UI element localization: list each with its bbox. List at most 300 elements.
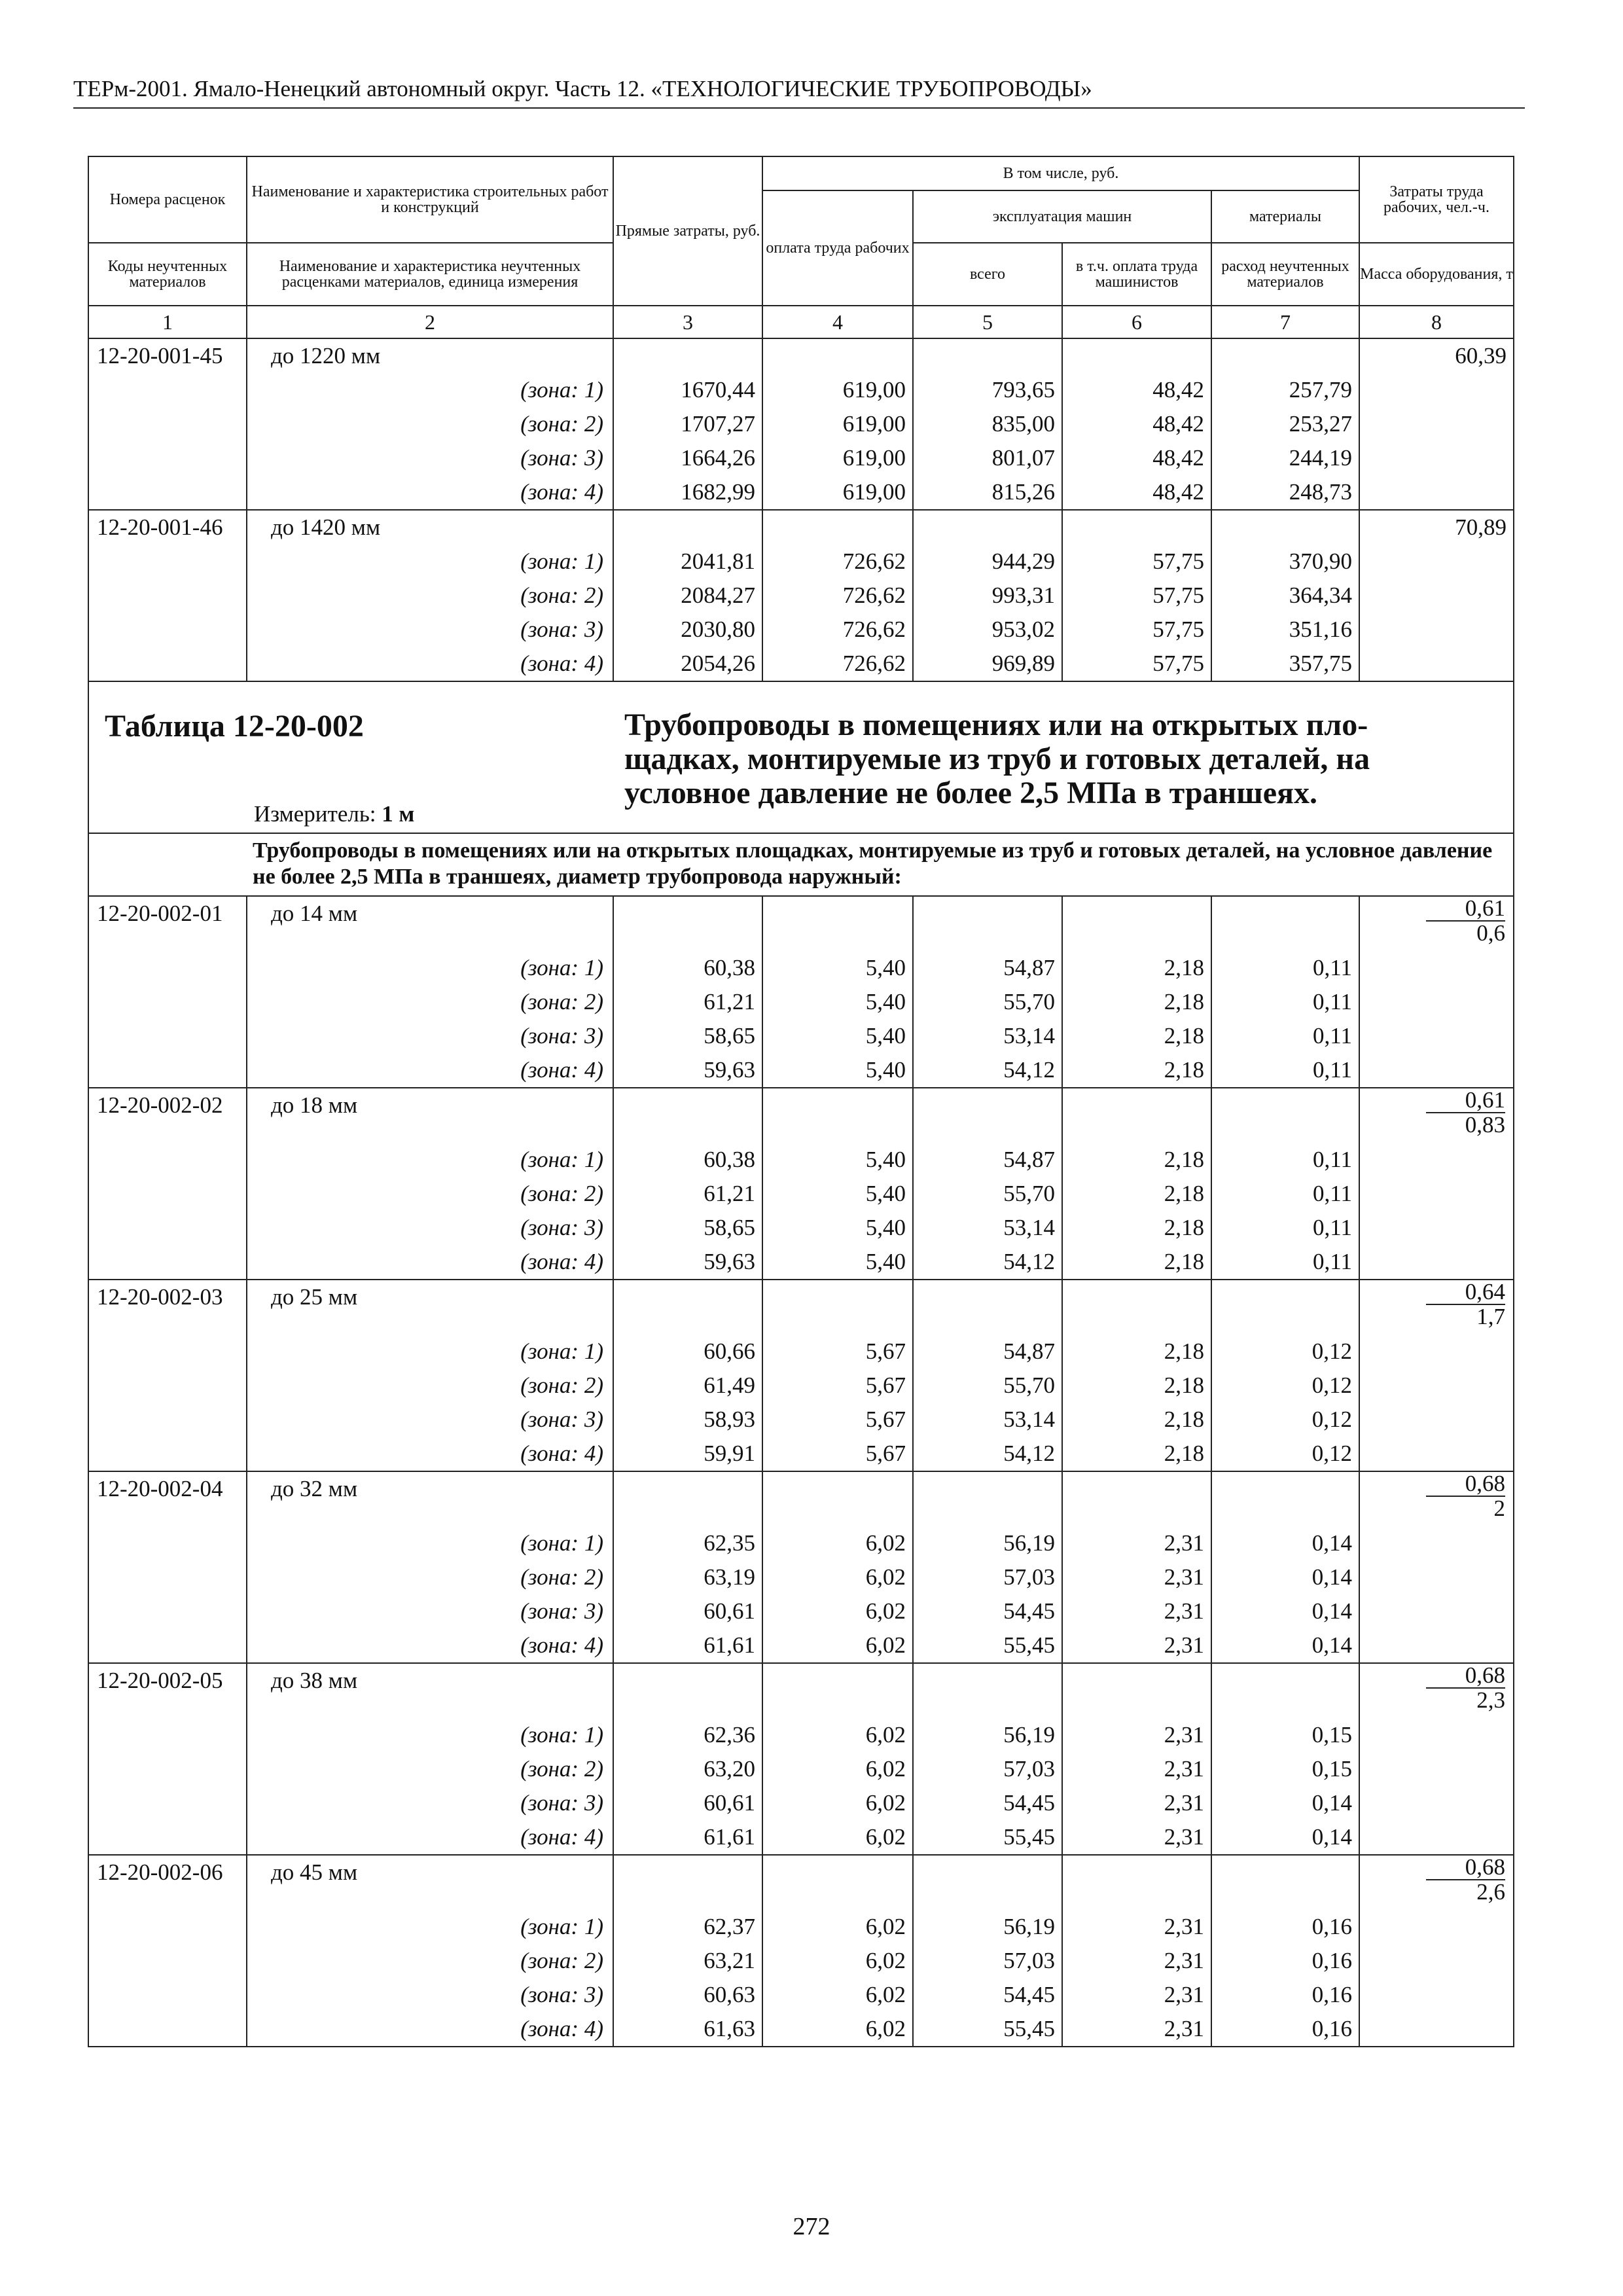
cost-value: 0,14 — [1211, 1628, 1359, 1663]
cost-value: 6,02 — [762, 1718, 913, 1752]
cost-value: 5,40 — [762, 1211, 913, 1245]
cost-value: 60,38 — [613, 951, 762, 985]
cost-value: 6,02 — [762, 1526, 913, 1560]
cost-value: 58,93 — [613, 1403, 762, 1437]
empty-cell — [913, 1471, 1062, 1526]
column-number: 1 — [88, 306, 247, 338]
cost-value: 2,31 — [1062, 1628, 1211, 1663]
zone-label: (зона: 3) — [247, 1211, 613, 1245]
cost-value: 56,19 — [913, 1718, 1062, 1752]
cost-value: 54,87 — [913, 1335, 1062, 1369]
empty-cell — [1359, 373, 1514, 407]
empty-cell — [1211, 1280, 1359, 1335]
cost-value: 5,40 — [762, 1053, 913, 1088]
empty-cell — [1359, 951, 1514, 985]
zone-row — [88, 1944, 1514, 1978]
zone-label: (зона: 4) — [247, 2012, 613, 2047]
empty-cell — [913, 1088, 1062, 1143]
zone-label: (зона: 1) — [247, 1526, 613, 1560]
empty-cell — [88, 1820, 247, 1855]
cost-value: 0,11 — [1211, 985, 1359, 1019]
labor-cost-cell: 70,89 — [1359, 510, 1514, 545]
column-number: 5 — [913, 306, 1062, 338]
cost-value: 61,49 — [613, 1369, 762, 1403]
cost-value: 726,62 — [762, 579, 913, 613]
empty-cell — [1359, 1437, 1514, 1471]
cost-value: 2,31 — [1062, 1594, 1211, 1628]
cost-value: 2,18 — [1062, 985, 1211, 1019]
empty-cell — [1062, 338, 1211, 373]
zone-label: (зона: 4) — [247, 1820, 613, 1855]
cost-value: 993,31 — [913, 579, 1062, 613]
cost-value: 57,03 — [913, 1560, 1062, 1594]
empty-cell — [1359, 647, 1514, 681]
empty-cell — [762, 510, 913, 545]
cost-value: 57,03 — [913, 1944, 1062, 1978]
rate-name: до 1220 мм — [247, 338, 613, 373]
column-number: 2 — [247, 306, 613, 338]
cost-value: 6,02 — [762, 1752, 913, 1786]
empty-cell — [762, 1088, 913, 1143]
empty-cell — [1359, 1245, 1514, 1280]
cost-value: 2,18 — [1062, 1335, 1211, 1369]
empty-cell — [88, 373, 247, 407]
cost-value: 726,62 — [762, 613, 913, 647]
labor-cost-cell — [1359, 1280, 1514, 1335]
cost-value: 5,67 — [762, 1403, 913, 1437]
cost-value: 48,42 — [1062, 475, 1211, 510]
empty-cell — [88, 2012, 247, 2047]
cost-value: 2041,81 — [613, 545, 762, 579]
zone-label: (зона: 2) — [247, 407, 613, 441]
column-number: 6 — [1062, 306, 1211, 338]
zone-row — [88, 1628, 1514, 1663]
empty-cell — [613, 896, 762, 951]
cost-value: 0,16 — [1211, 1978, 1359, 2012]
zone-row — [88, 1143, 1514, 1177]
cost-value: 5,40 — [762, 1177, 913, 1211]
zone-row — [88, 475, 1514, 510]
equipment-mass-value: 2,6 — [1476, 1879, 1505, 1905]
empty-cell — [1062, 1088, 1211, 1143]
cost-value: 61,21 — [613, 1177, 762, 1211]
cost-value: 48,42 — [1062, 373, 1211, 407]
zone-row — [88, 1594, 1514, 1628]
cost-value: 60,66 — [613, 1335, 762, 1369]
col-rate-number-header: Номера расценок — [88, 156, 247, 243]
zone-row — [88, 1369, 1514, 1403]
empty-cell — [88, 1978, 247, 2012]
cost-value: 2,31 — [1062, 1786, 1211, 1820]
cost-value: 0,16 — [1211, 2012, 1359, 2047]
empty-cell — [1359, 1786, 1514, 1820]
empty-cell — [1359, 1403, 1514, 1437]
zone-row — [88, 613, 1514, 647]
cost-value: 5,67 — [762, 1335, 913, 1369]
empty-cell — [1359, 579, 1514, 613]
empty-cell — [1211, 510, 1359, 545]
cost-value: 5,67 — [762, 1369, 913, 1403]
cost-value: 53,14 — [913, 1019, 1062, 1053]
zone-label: (зона: 3) — [247, 1403, 613, 1437]
empty-cell — [1359, 1143, 1514, 1177]
cost-value: 6,02 — [762, 1594, 913, 1628]
cost-value: 1682,99 — [613, 475, 762, 510]
rate-header-row — [88, 1855, 1514, 1910]
cost-value: 56,19 — [913, 1526, 1062, 1560]
cost-value: 2,31 — [1062, 1910, 1211, 1944]
zone-row — [88, 1177, 1514, 1211]
cost-value: 0,16 — [1211, 1910, 1359, 1944]
cost-value: 0,12 — [1211, 1403, 1359, 1437]
running-header: ТЕРм-2001. Ямало-Ненецкий автономный округ. Часть 12. «ТЕХНОЛОГИЧЕСКИЕ ТРУБОПРОВОДЫ» — [73, 73, 1525, 109]
labor-cost-cell: 60,39 — [1359, 338, 1514, 373]
cost-value: 0,14 — [1211, 1820, 1359, 1855]
cost-value: 60,61 — [613, 1594, 762, 1628]
rate-code: 12-20-002-01 — [88, 896, 247, 951]
col-direct-costs-header: Прямые затраты, руб. — [613, 156, 762, 306]
cost-value: 48,42 — [1062, 407, 1211, 441]
cost-value: 0,12 — [1211, 1437, 1359, 1471]
rate-header-row — [88, 896, 1514, 951]
zone-label: (зона: 4) — [247, 1053, 613, 1088]
cost-value: 5,67 — [762, 1437, 913, 1471]
zone-row — [88, 579, 1514, 613]
empty-cell — [1359, 2012, 1514, 2047]
empty-cell — [88, 441, 247, 475]
empty-cell — [88, 1526, 247, 1560]
cost-value: 63,21 — [613, 1944, 762, 1978]
zone-label: (зона: 2) — [247, 579, 613, 613]
empty-cell — [762, 338, 913, 373]
empty-cell — [613, 510, 762, 545]
cost-value: 364,34 — [1211, 579, 1359, 613]
cost-value: 6,02 — [762, 1978, 913, 2012]
cost-value: 619,00 — [762, 475, 913, 510]
zone-row — [88, 1752, 1514, 1786]
estimate-table — [88, 156, 1514, 2047]
empty-cell — [1359, 1594, 1514, 1628]
cost-value: 2,18 — [1062, 1245, 1211, 1280]
col-materials-header: материалы — [1211, 190, 1359, 243]
cost-value: 59,91 — [613, 1437, 762, 1471]
cost-value: 793,65 — [913, 373, 1062, 407]
cost-value: 2,31 — [1062, 2012, 1211, 2047]
empty-cell — [762, 1280, 913, 1335]
empty-cell — [613, 1663, 762, 1718]
cost-value: 57,75 — [1062, 647, 1211, 681]
cost-value: 2030,80 — [613, 613, 762, 647]
cost-value: 619,00 — [762, 407, 913, 441]
empty-cell — [88, 985, 247, 1019]
zone-label: (зона: 3) — [247, 1786, 613, 1820]
empty-cell — [88, 1369, 247, 1403]
zone-row — [88, 1019, 1514, 1053]
cost-value: 61,63 — [613, 2012, 762, 2047]
empty-cell — [913, 1663, 1062, 1718]
cost-value: 726,62 — [762, 647, 913, 681]
top-rates-body — [88, 338, 1514, 681]
cost-value: 0,11 — [1211, 951, 1359, 985]
unit-label: Измеритель: — [254, 801, 376, 827]
cost-value: 619,00 — [762, 373, 913, 407]
rate-header-row — [88, 510, 1514, 545]
cost-value: 55,45 — [913, 1628, 1062, 1663]
cost-value: 2,31 — [1062, 1944, 1211, 1978]
cost-value: 2,18 — [1062, 1143, 1211, 1177]
rate-code: 12-20-001-45 — [88, 338, 247, 373]
cost-value: 5,40 — [762, 1245, 913, 1280]
rate-name: до 38 мм — [247, 1663, 613, 1718]
table-title-block — [88, 681, 1514, 896]
cost-value: 248,73 — [1211, 475, 1359, 510]
zone-label: (зона: 4) — [247, 647, 613, 681]
empty-cell — [88, 1594, 247, 1628]
zone-label: (зона: 3) — [247, 1019, 613, 1053]
empty-cell — [613, 1088, 762, 1143]
labor-cost-value: 0,68 — [1426, 1664, 1505, 1689]
cost-value: 60,63 — [613, 1978, 762, 2012]
zone-label: (зона: 1) — [247, 1718, 613, 1752]
empty-cell — [1211, 896, 1359, 951]
col-work-name-header: Наименование и характеристика строительных работ и конструкций — [247, 156, 613, 243]
cost-value: 2,31 — [1062, 1752, 1211, 1786]
empty-cell — [913, 510, 1062, 545]
col-machines-header: эксплуатация машин — [913, 190, 1211, 243]
empty-cell — [913, 896, 1062, 951]
equipment-mass-value: 1,7 — [1476, 1304, 1505, 1329]
empty-cell — [88, 647, 247, 681]
cost-value: 2,18 — [1062, 1019, 1211, 1053]
col-equipment-mass-header: Масса оборудования, т — [1359, 243, 1514, 306]
cost-value: 351,16 — [1211, 613, 1359, 647]
cost-value: 61,21 — [613, 985, 762, 1019]
cost-value: 61,61 — [613, 1820, 762, 1855]
rate-header-row — [88, 1280, 1514, 1335]
zone-row — [88, 1526, 1514, 1560]
zone-row — [88, 985, 1514, 1019]
empty-cell — [1359, 985, 1514, 1019]
cost-value: 55,45 — [913, 1820, 1062, 1855]
rate-code: 12-20-002-05 — [88, 1663, 247, 1718]
zone-label: (зона: 1) — [247, 1143, 613, 1177]
cost-value: 6,02 — [762, 1560, 913, 1594]
rate-header-row — [88, 1088, 1514, 1143]
labor-cost-cell — [1359, 1088, 1514, 1143]
zone-label: (зона: 3) — [247, 441, 613, 475]
zone-label: (зона: 2) — [247, 1560, 613, 1594]
empty-cell — [1359, 1978, 1514, 2012]
cost-value: 56,19 — [913, 1910, 1062, 1944]
cost-value: 54,45 — [913, 1786, 1062, 1820]
rate-name: до 18 мм — [247, 1088, 613, 1143]
cost-value: 6,02 — [762, 1944, 913, 1978]
empty-cell — [88, 1628, 247, 1663]
table-title: Таблица 12-20-002 — [105, 709, 364, 744]
empty-cell — [762, 1855, 913, 1910]
cost-value: 54,12 — [913, 1437, 1062, 1471]
zone-label: (зона: 1) — [247, 1910, 613, 1944]
cost-value: 257,79 — [1211, 373, 1359, 407]
empty-cell — [1359, 1211, 1514, 1245]
empty-cell — [1359, 1718, 1514, 1752]
col-including-header: В том числе, руб. — [762, 156, 1359, 190]
empty-cell — [1211, 1471, 1359, 1526]
empty-cell — [88, 1053, 247, 1088]
zone-label: (зона: 3) — [247, 613, 613, 647]
zone-label: (зона: 1) — [247, 1335, 613, 1369]
cost-value: 0,11 — [1211, 1245, 1359, 1280]
cost-value: 54,45 — [913, 1978, 1062, 2012]
empty-cell — [1062, 1280, 1211, 1335]
cost-value: 55,45 — [913, 2012, 1062, 2047]
zone-label: (зона: 4) — [247, 475, 613, 510]
zone-label: (зона: 4) — [247, 1245, 613, 1280]
zone-row — [88, 1245, 1514, 1280]
cost-value: 1707,27 — [613, 407, 762, 441]
cost-value: 0,14 — [1211, 1594, 1359, 1628]
empty-cell — [88, 1177, 247, 1211]
cost-value: 53,14 — [913, 1403, 1062, 1437]
empty-cell — [88, 579, 247, 613]
empty-cell — [1359, 1752, 1514, 1786]
empty-cell — [88, 1143, 247, 1177]
col-machinists-pay-header: в т.ч. оплата труда машинистов — [1062, 243, 1211, 306]
col-material-names-header: Наименование и характеристика неучтенных расценками материалов, единица измерения — [247, 243, 613, 306]
col-materials-use-header: расход неучтенных материалов — [1211, 243, 1359, 306]
cost-value: 54,87 — [913, 1143, 1062, 1177]
cost-value: 969,89 — [913, 647, 1062, 681]
cost-value: 2,18 — [1062, 1211, 1211, 1245]
zone-row — [88, 1786, 1514, 1820]
empty-cell — [1359, 1944, 1514, 1978]
empty-cell — [88, 1437, 247, 1471]
cost-value: 0,14 — [1211, 1786, 1359, 1820]
cost-value: 2,18 — [1062, 1403, 1211, 1437]
cost-value: 57,75 — [1062, 579, 1211, 613]
empty-cell — [1359, 1628, 1514, 1663]
cost-value: 54,12 — [913, 1053, 1062, 1088]
zone-row — [88, 647, 1514, 681]
zone-label: (зона: 2) — [247, 1944, 613, 1978]
cost-value: 253,27 — [1211, 407, 1359, 441]
rate-code: 12-20-002-02 — [88, 1088, 247, 1143]
cost-value: 835,00 — [913, 407, 1062, 441]
empty-cell — [88, 1211, 247, 1245]
cost-value: 60,61 — [613, 1786, 762, 1820]
cost-value: 63,20 — [613, 1752, 762, 1786]
zone-label: (зона: 1) — [247, 373, 613, 407]
empty-cell — [88, 1335, 247, 1369]
rate-header-row — [88, 1471, 1514, 1526]
cost-value: 357,75 — [1211, 647, 1359, 681]
cost-value: 244,19 — [1211, 441, 1359, 475]
empty-cell — [1359, 1560, 1514, 1594]
equipment-mass-value: 0,6 — [1476, 920, 1505, 946]
empty-cell — [613, 1280, 762, 1335]
cost-value: 6,02 — [762, 1628, 913, 1663]
zone-label: (зона: 4) — [247, 1437, 613, 1471]
cost-value: 0,15 — [1211, 1752, 1359, 1786]
cost-value: 60,38 — [613, 1143, 762, 1177]
empty-cell — [762, 1663, 913, 1718]
cost-value: 0,14 — [1211, 1526, 1359, 1560]
zone-row — [88, 2012, 1514, 2047]
labor-cost-cell — [1359, 1471, 1514, 1526]
cost-value: 1670,44 — [613, 373, 762, 407]
cost-value: 5,40 — [762, 1019, 913, 1053]
empty-cell — [1211, 338, 1359, 373]
cost-value: 5,40 — [762, 951, 913, 985]
cost-value: 54,12 — [913, 1245, 1062, 1280]
empty-cell — [1359, 545, 1514, 579]
cost-value: 0,15 — [1211, 1718, 1359, 1752]
empty-cell — [88, 1910, 247, 1944]
cost-value: 0,14 — [1211, 1560, 1359, 1594]
rate-name: до 45 мм — [247, 1855, 613, 1910]
equipment-mass-value: 2,3 — [1476, 1687, 1505, 1713]
zone-row — [88, 951, 1514, 985]
rate-code: 12-20-002-03 — [88, 1280, 247, 1335]
empty-cell — [88, 1560, 247, 1594]
cost-value: 58,65 — [613, 1211, 762, 1245]
empty-cell — [1359, 1820, 1514, 1855]
zone-row — [88, 441, 1514, 475]
empty-cell — [913, 1855, 1062, 1910]
cost-value: 726,62 — [762, 545, 913, 579]
empty-cell — [1359, 1910, 1514, 1944]
empty-cell — [762, 1471, 913, 1526]
zone-label: (зона: 3) — [247, 1594, 613, 1628]
empty-cell — [1211, 1088, 1359, 1143]
labor-cost-value: 0,64 — [1426, 1280, 1505, 1305]
empty-cell — [1211, 1663, 1359, 1718]
cost-value: 2,31 — [1062, 1526, 1211, 1560]
zone-row — [88, 1211, 1514, 1245]
cost-value: 801,07 — [913, 441, 1062, 475]
cost-value: 59,63 — [613, 1245, 762, 1280]
cost-value: 0,11 — [1211, 1053, 1359, 1088]
cost-value: 55,70 — [913, 985, 1062, 1019]
empty-cell — [613, 338, 762, 373]
cost-value: 55,70 — [913, 1369, 1062, 1403]
empty-cell — [88, 1786, 247, 1820]
empty-cell — [1359, 1335, 1514, 1369]
empty-cell — [1062, 1471, 1211, 1526]
cost-value: 54,45 — [913, 1594, 1062, 1628]
cost-value: 6,02 — [762, 1786, 913, 1820]
zone-row — [88, 373, 1514, 407]
cost-value: 2,18 — [1062, 1053, 1211, 1088]
equipment-mass-value: 2 — [1493, 1496, 1505, 1521]
zone-row — [88, 1560, 1514, 1594]
empty-cell — [88, 1403, 247, 1437]
cost-value: 370,90 — [1211, 545, 1359, 579]
empty-cell — [1062, 1663, 1211, 1718]
rate-code: 12-20-002-06 — [88, 1855, 247, 1910]
table-caption: Трубопроводы в помещениях или на открытых пло-щадках, монтируемые из труб и готовых деталей, на условное давление не более 2,5 МПа в траншеях. — [624, 708, 1370, 810]
rate-name: до 25 мм — [247, 1280, 613, 1335]
empty-cell — [88, 613, 247, 647]
zone-row — [88, 1053, 1514, 1088]
section-heading: Трубопроводы в помещениях или на открытых площадках, монтируемые из труб и готовых деталей, на условное давление не более 2,5 МПа в траншеях, диаметр трубопровода наружный: — [88, 833, 1514, 896]
labor-cost-cell — [1359, 1855, 1514, 1910]
cost-value: 2084,27 — [613, 579, 762, 613]
cost-value: 5,40 — [762, 985, 913, 1019]
empty-cell — [1211, 1855, 1359, 1910]
empty-cell — [913, 1280, 1062, 1335]
zone-label: (зона: 1) — [247, 545, 613, 579]
